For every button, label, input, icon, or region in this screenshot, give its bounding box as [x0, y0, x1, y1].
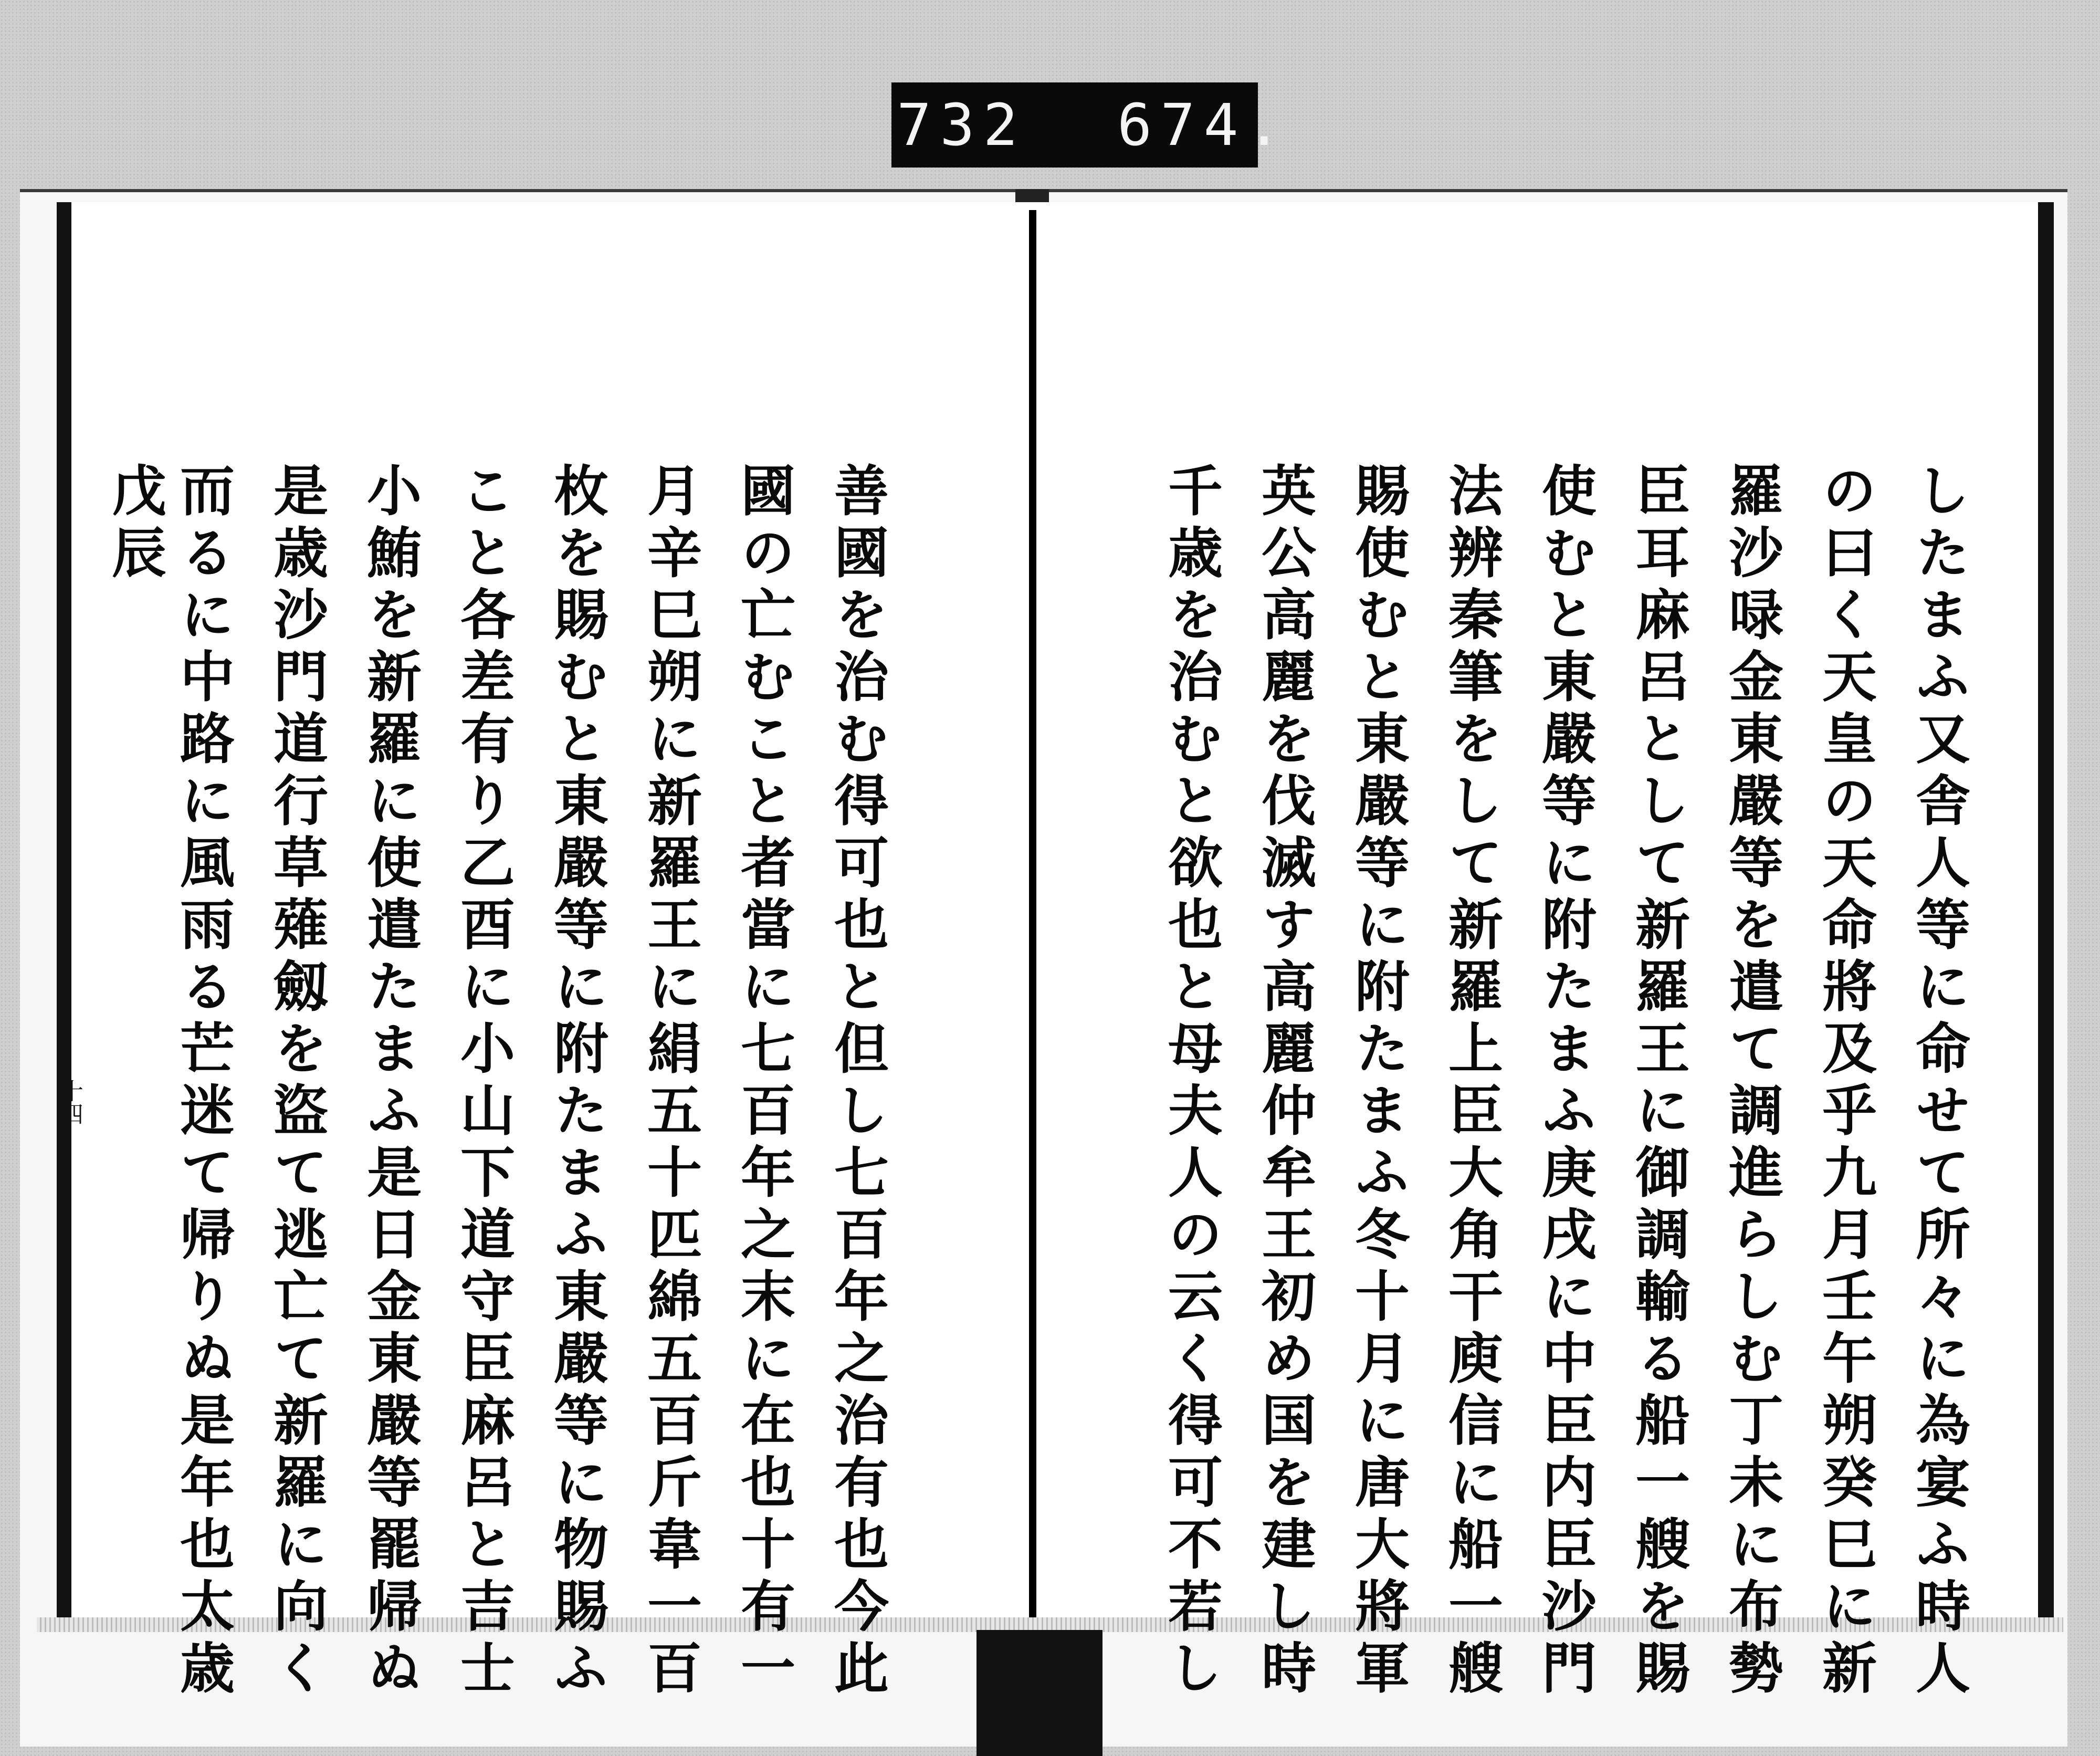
left-column-2: 國の亡むこと者當に七百年之末に在也十有一 — [731, 462, 796, 1701]
right-column-1: したまふ又舎人等に命せて所々に為宴ふ時人 — [1906, 462, 1971, 1701]
book-gutter — [1029, 210, 1036, 1628]
left-column-7: 是歳沙門道行草薙劔を盜て逃亡て新羅に向く — [264, 462, 329, 1701]
right-column-8: 英公高麗を伐滅す高麗仲牟王初め国を建し時 — [1252, 462, 1317, 1701]
left-column-1: 善國を治む得可也と但し七百年之治有也今此 — [825, 462, 889, 1701]
folio-number: 十四 — [56, 1079, 83, 1125]
right-column-2: の曰く天皇の天命將及乎九月壬午朔癸巳に新 — [1813, 462, 1877, 1701]
scan-label-right: 674. — [1117, 91, 1290, 159]
right-column-4: 臣耳麻呂として新羅王に御調輸る船一艘を賜 — [1626, 462, 1690, 1701]
right-column-3: 羅沙㖨金東嚴等を遣て調進らしむ丁未に布勢 — [1719, 462, 1784, 1701]
left-column-4: 枚を賜むと東嚴等に附たまふ東嚴等に物賜ふ — [544, 462, 609, 1701]
left-column-9: 戊辰 — [102, 462, 167, 586]
scan-label — [891, 82, 1290, 168]
right-column-7: 賜使むと東嚴等に附たまふ冬十月に唐大將軍 — [1346, 462, 1410, 1701]
left-column-6: 小鮪を新羅に使遣たまふ是日金東嚴等罷帰ぬ — [358, 462, 422, 1701]
right-column-9: 千歳を治むと欲也と母夫人の云く得可不若し — [1159, 462, 1223, 1701]
left-column-8: 而るに中路に風雨る芒迷て帰りぬ是年也太歳 — [171, 462, 235, 1701]
binding-bottom — [976, 1630, 1102, 1756]
scan-label-left: 732 — [897, 91, 1026, 159]
right-column-6: 法辨秦筆をして新羅上臣大角干庾信に船一艘 — [1439, 462, 1504, 1701]
left-column-3: 月辛巳朔に新羅王に絹五十匹綿五百斤韋一百 — [638, 462, 702, 1701]
right-column-5: 使むと東嚴等に附たまふ庚戌に中臣内臣沙門 — [1532, 462, 1597, 1701]
left-column-5: こと各差有り乙酉に小山下道守臣麻呂と吉士 — [451, 462, 516, 1701]
